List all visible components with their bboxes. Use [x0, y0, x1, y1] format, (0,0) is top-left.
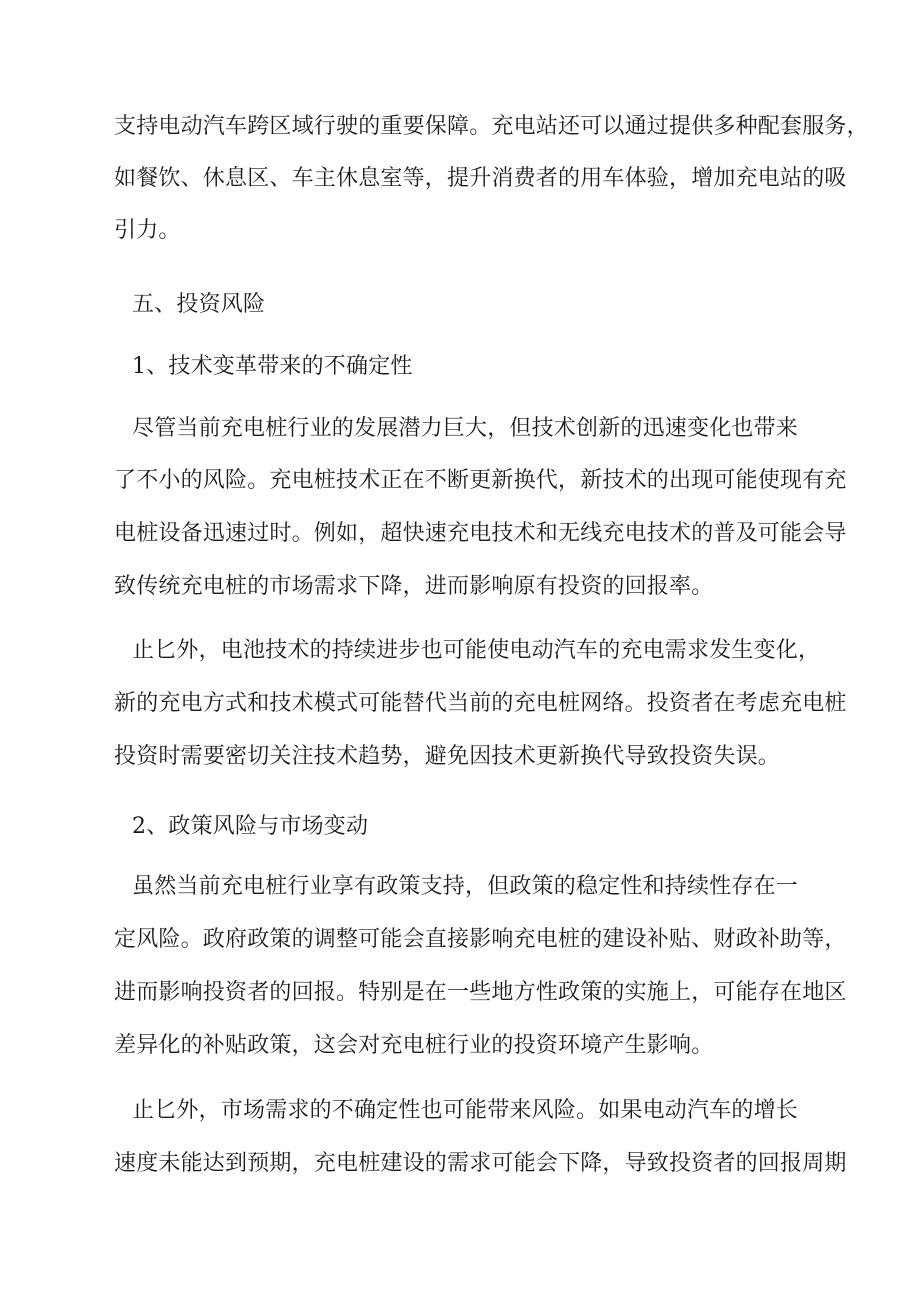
intro-line-2: 如餐饮、休息区、车主休息室等，提升消费者的用车体验，增加充电站的吸: [114, 166, 847, 191]
sub2-p2-line-1: 止匕外，市场需求的不确定性也可能带来风险。如果电动汽车的增长: [132, 1098, 799, 1123]
section-heading: 五、投资风险: [132, 292, 266, 317]
sub1-p1-line-4: 致传统充电桩的市场需求下降，进而影响原有投资的回报率。: [114, 574, 714, 599]
subsection-2-heading: 2、政策风险与市场变动: [132, 814, 369, 839]
sub2-p1-line-1: 虽然当前充电桩行业享有政策支持，但政策的稳定性和持续性存在一: [132, 874, 799, 899]
sub1-p2-line-3: 投资时需要密切关注技术趋势，避免因技术更新换代导致投资失误。: [114, 744, 781, 769]
intro-line-3: 引力。: [114, 218, 181, 243]
subsection-1-heading: 1、技术变革带来的不确定性: [132, 354, 413, 379]
sub1-p1-line-3: 电桩设备迅速过时。例如，超快速充电技术和无线充电技术的普及可能会导: [114, 521, 847, 546]
sub1-p1-line-1: 尽管当前充电桩行业的发展潜力巨大，但技术创新的迅速变化也带来: [132, 416, 799, 441]
sub1-p1-line-2: 了不小的风险。充电桩技术正在不断更新换代，新技术的出现可能使现有充: [114, 468, 847, 493]
intro-line-1: 支持电动汽车跨区域行驶的重要保障。充电站还可以通过提供多种配套服务，: [114, 114, 869, 139]
sub2-p1-line-2: 定风险。政府政策的调整可能会直接影响充电桩的建设补贴、财政补助等，: [114, 927, 847, 952]
sub1-p2-line-1: 止匕外，电池技术的持续进步也可能使电动汽车的充电需求发生变化，: [132, 638, 821, 663]
sub2-p1-line-3: 进而影响投资者的回报。特别是在一些地方性政策的实施上，可能存在地区: [114, 980, 847, 1005]
sub2-p1-line-4: 差异化的补贴政策，这会对充电桩行业的投资环境产生影响。: [114, 1033, 714, 1058]
sub2-p2-line-2: 速度未能达到预期，充电桩建设的需求可能会下降，导致投资者的回报周期: [114, 1151, 847, 1176]
sub1-p2-line-2: 新的充电方式和技术模式可能替代当前的充电桩网络。投资者在考虑充电桩: [114, 691, 847, 716]
